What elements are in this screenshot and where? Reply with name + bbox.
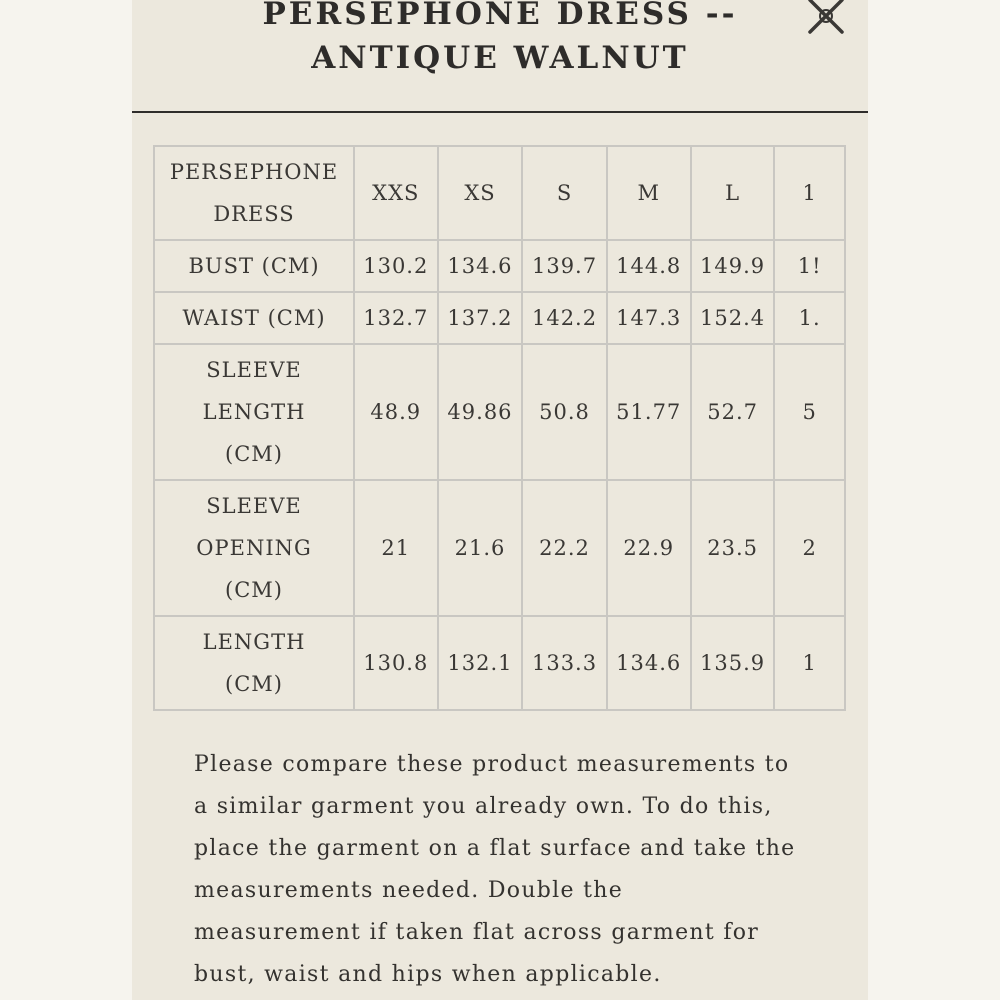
table-cell: 21.6 [438,480,523,616]
table-cell: 152.4 [691,292,775,344]
table-cell: 137.2 [438,292,523,344]
size-header-cell: XXS [354,146,438,240]
table-cell: 135.9 [691,616,775,710]
instruction-line: measurement if taken flat across garment for [194,920,760,945]
table-cell: 132.1 [438,616,523,710]
size-header-cell: S [522,146,606,240]
table-cell: 1 [774,616,845,710]
table-row-sleeve-opening [154,480,845,616]
table-cell: 2 [774,480,845,616]
table-cell: 21 [354,480,438,616]
instruction-line: a similar garment you already own. To do this, [194,794,773,819]
row-label: SLEEVE OPENING (CM) [154,480,354,616]
table-row-sleeve-length [154,344,845,480]
table-cell: 139.7 [522,240,606,292]
table-cell: 132.7 [354,292,438,344]
row-label: WAIST (CM) [154,292,354,344]
right-backdrop [868,0,1000,1000]
instruction-line: place the garment on a flat surface and take the [194,836,796,861]
table-cell: 147.3 [607,292,691,344]
row-label: BUST (CM) [154,240,354,292]
instruction-line: Please compare these product measurements to [194,752,790,777]
table-cell: 144.8 [607,240,691,292]
page-title [132,0,868,80]
table-row-length [154,616,845,710]
table-cell: 142.2 [522,292,606,344]
title-line-2: ANTIQUE WALNUT [311,40,689,76]
corner-label: PERSEPHONE DRESS [154,146,354,240]
size-header-cell: M [607,146,691,240]
table-row-waist [154,292,845,344]
table-cell: 22.9 [607,480,691,616]
size-header-cell: XS [438,146,523,240]
size-header-cell: L [691,146,775,240]
table-cell: 22.2 [522,480,606,616]
title-line-1: PERSEPHONE DRESS -- [262,0,738,32]
table-cell: 130.2 [354,240,438,292]
table-cell: 130.8 [354,616,438,710]
instruction-line: measurements needed. Double the [194,878,624,903]
close-x-icon [804,0,848,38]
table-cell: 1! [774,240,845,292]
table-cell: 5 [774,344,845,480]
size-header-cell: 1 [774,146,845,240]
table-cell: 133.3 [522,616,606,710]
table-cell: 48.9 [354,344,438,480]
table-cell: 52.7 [691,344,775,480]
close-button[interactable] [804,0,848,38]
row-label: SLEEVE LENGTH (CM) [154,344,354,480]
instruction-line: bust, waist and hips when applicable. [194,962,662,987]
table-cell: 49.86 [438,344,523,480]
size-chart-table [153,145,846,711]
size-guide-panel [132,0,868,1000]
table-cell: 1. [774,292,845,344]
table-cell: 51.77 [607,344,691,480]
table-cell: 134.6 [607,616,691,710]
table-cell: 149.9 [691,240,775,292]
header-divider [132,111,868,113]
size-header-row [154,146,845,240]
measurement-instructions [194,744,834,996]
size-chart-scroll-area[interactable] [153,145,846,711]
table-cell: 23.5 [691,480,775,616]
table-cell: 134.6 [438,240,523,292]
row-label: LENGTH (CM) [154,616,354,710]
table-row-bust [154,240,845,292]
left-backdrop [0,0,132,1000]
table-cell: 50.8 [522,344,606,480]
